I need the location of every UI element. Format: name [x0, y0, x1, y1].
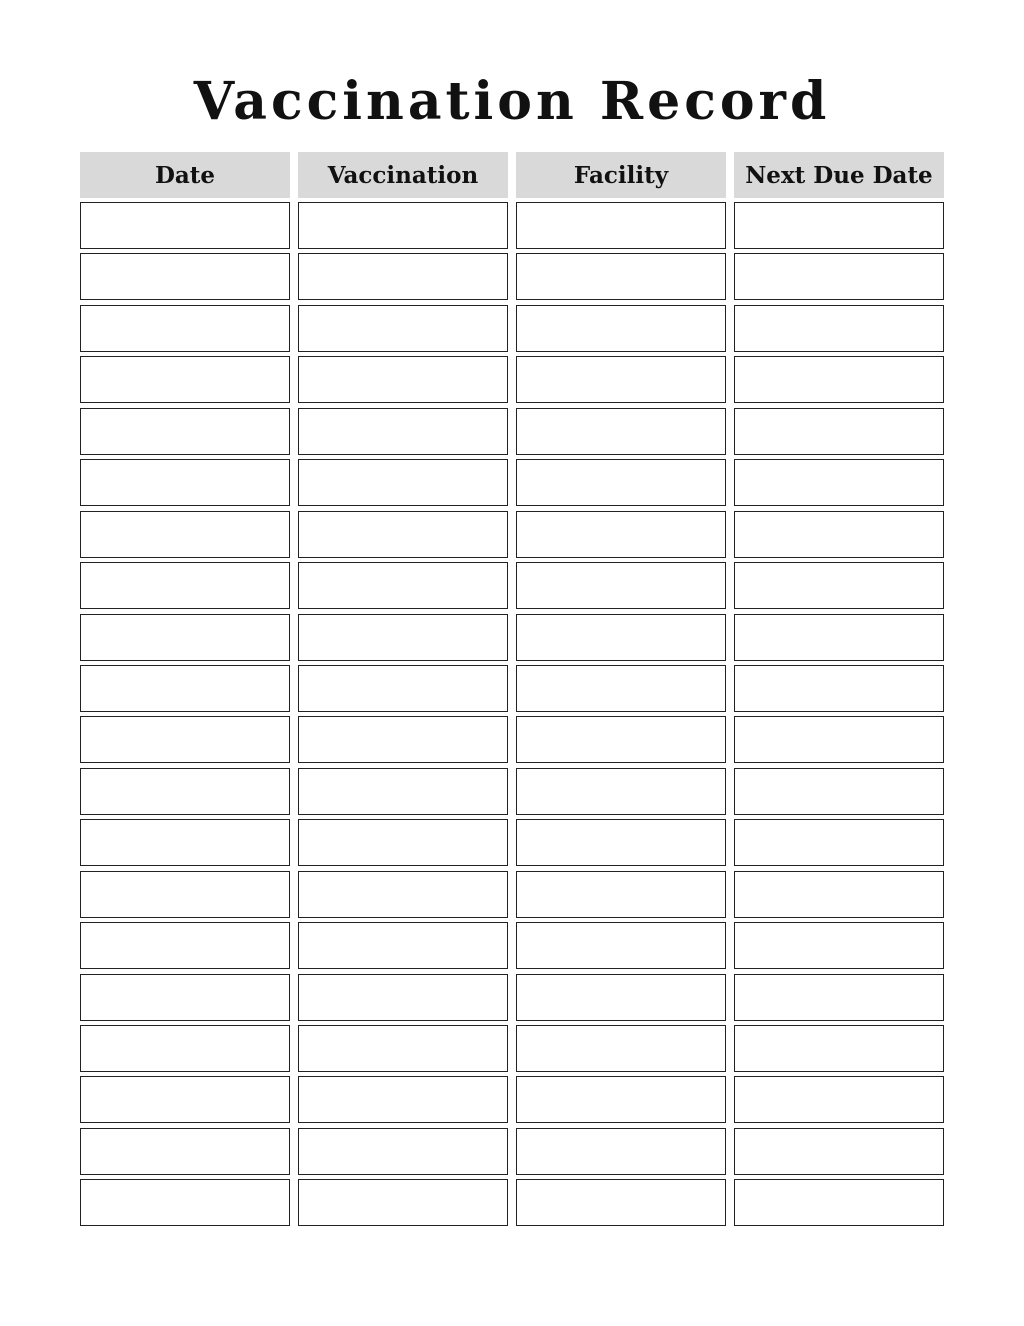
vaccination-cell[interactable] [298, 716, 508, 763]
vaccination-cell[interactable] [298, 871, 508, 918]
facility-cell[interactable] [516, 408, 726, 455]
facility-cell[interactable] [516, 459, 726, 506]
date-cell[interactable] [80, 922, 290, 969]
table-row [80, 202, 946, 249]
table-row [80, 871, 946, 918]
date-cell[interactable] [80, 1076, 290, 1123]
table-row [80, 1128, 946, 1175]
vaccination-cell[interactable] [298, 922, 508, 969]
table-row [80, 974, 946, 1021]
next-due-date-cell[interactable] [734, 819, 944, 866]
next-due-date-cell[interactable] [734, 716, 944, 763]
vaccination-cell[interactable] [298, 408, 508, 455]
vaccination-cell[interactable] [298, 253, 508, 300]
table-row [80, 1025, 946, 1072]
facility-cell[interactable] [516, 562, 726, 609]
facility-cell[interactable] [516, 974, 726, 1021]
vaccination-cell[interactable] [298, 356, 508, 403]
facility-cell[interactable] [516, 614, 726, 661]
date-cell[interactable] [80, 819, 290, 866]
next-due-date-cell[interactable] [734, 665, 944, 712]
date-cell[interactable] [80, 1128, 290, 1175]
next-due-date-cell[interactable] [734, 459, 944, 506]
table-row [80, 408, 946, 455]
table-row [80, 305, 946, 352]
next-due-date-cell[interactable] [734, 408, 944, 455]
next-due-date-cell[interactable] [734, 768, 944, 815]
facility-cell[interactable] [516, 1025, 726, 1072]
date-cell[interactable] [80, 716, 290, 763]
facility-cell[interactable] [516, 1076, 726, 1123]
date-cell[interactable] [80, 511, 290, 558]
date-cell[interactable] [80, 202, 290, 249]
vaccination-cell[interactable] [298, 305, 508, 352]
facility-cell[interactable] [516, 202, 726, 249]
date-cell[interactable] [80, 665, 290, 712]
table-row [80, 1179, 946, 1226]
next-due-date-cell[interactable] [734, 1025, 944, 1072]
record-table-body [80, 202, 946, 1231]
next-due-date-cell[interactable] [734, 202, 944, 249]
vaccination-cell[interactable] [298, 614, 508, 661]
next-due-date-cell[interactable] [734, 562, 944, 609]
date-cell[interactable] [80, 562, 290, 609]
facility-cell[interactable] [516, 716, 726, 763]
next-due-date-cell[interactable] [734, 356, 944, 403]
date-cell[interactable] [80, 1025, 290, 1072]
table-row [80, 1076, 946, 1123]
table-row [80, 253, 946, 300]
facility-cell[interactable] [516, 922, 726, 969]
vaccination-cell[interactable] [298, 768, 508, 815]
date-cell[interactable] [80, 768, 290, 815]
next-due-date-cell[interactable] [734, 871, 944, 918]
date-cell[interactable] [80, 253, 290, 300]
next-due-date-cell[interactable] [734, 1128, 944, 1175]
date-cell[interactable] [80, 305, 290, 352]
facility-cell[interactable] [516, 768, 726, 815]
table-row [80, 768, 946, 815]
next-due-date-cell[interactable] [734, 305, 944, 352]
facility-cell[interactable] [516, 871, 726, 918]
facility-cell[interactable] [516, 1179, 726, 1226]
vaccination-cell[interactable] [298, 562, 508, 609]
facility-cell[interactable] [516, 665, 726, 712]
vaccination-cell[interactable] [298, 1025, 508, 1072]
vaccination-cell[interactable] [298, 511, 508, 558]
facility-cell[interactable] [516, 1128, 726, 1175]
table-row [80, 716, 946, 763]
vaccination-cell[interactable] [298, 974, 508, 1021]
facility-cell[interactable] [516, 511, 726, 558]
column-header-date: Date [80, 152, 290, 198]
vaccination-cell[interactable] [298, 459, 508, 506]
table-header [80, 152, 946, 198]
table-row [80, 614, 946, 661]
vaccination-cell[interactable] [298, 1179, 508, 1226]
table-row [80, 511, 946, 558]
date-cell[interactable] [80, 408, 290, 455]
column-header-vaccination: Vaccination [298, 152, 508, 198]
vaccination-cell[interactable] [298, 819, 508, 866]
table-row [80, 665, 946, 712]
column-header-facility: Facility [516, 152, 726, 198]
facility-cell[interactable] [516, 819, 726, 866]
table-row [80, 562, 946, 609]
next-due-date-cell[interactable] [734, 974, 944, 1021]
next-due-date-cell[interactable] [734, 511, 944, 558]
table-row [80, 356, 946, 403]
next-due-date-cell[interactable] [734, 922, 944, 969]
date-cell[interactable] [80, 871, 290, 918]
vaccination-cell[interactable] [298, 665, 508, 712]
next-due-date-cell[interactable] [734, 614, 944, 661]
facility-cell[interactable] [516, 356, 726, 403]
next-due-date-cell[interactable] [734, 1076, 944, 1123]
date-cell[interactable] [80, 614, 290, 661]
next-due-date-cell[interactable] [734, 253, 944, 300]
date-cell[interactable] [80, 459, 290, 506]
page-title: Vaccination Record [193, 71, 831, 132]
vaccination-cell[interactable] [298, 1076, 508, 1123]
facility-cell[interactable] [516, 253, 726, 300]
table-row [80, 459, 946, 506]
next-due-date-cell[interactable] [734, 1179, 944, 1226]
date-cell[interactable] [80, 1179, 290, 1226]
date-cell[interactable] [80, 974, 290, 1021]
date-cell[interactable] [80, 356, 290, 403]
facility-cell[interactable] [516, 305, 726, 352]
table-row [80, 819, 946, 866]
vaccination-cell[interactable] [298, 202, 508, 249]
vaccination-cell[interactable] [298, 1128, 508, 1175]
column-header-next-due-date: Next Due Date [734, 152, 944, 198]
table-row [80, 922, 946, 969]
